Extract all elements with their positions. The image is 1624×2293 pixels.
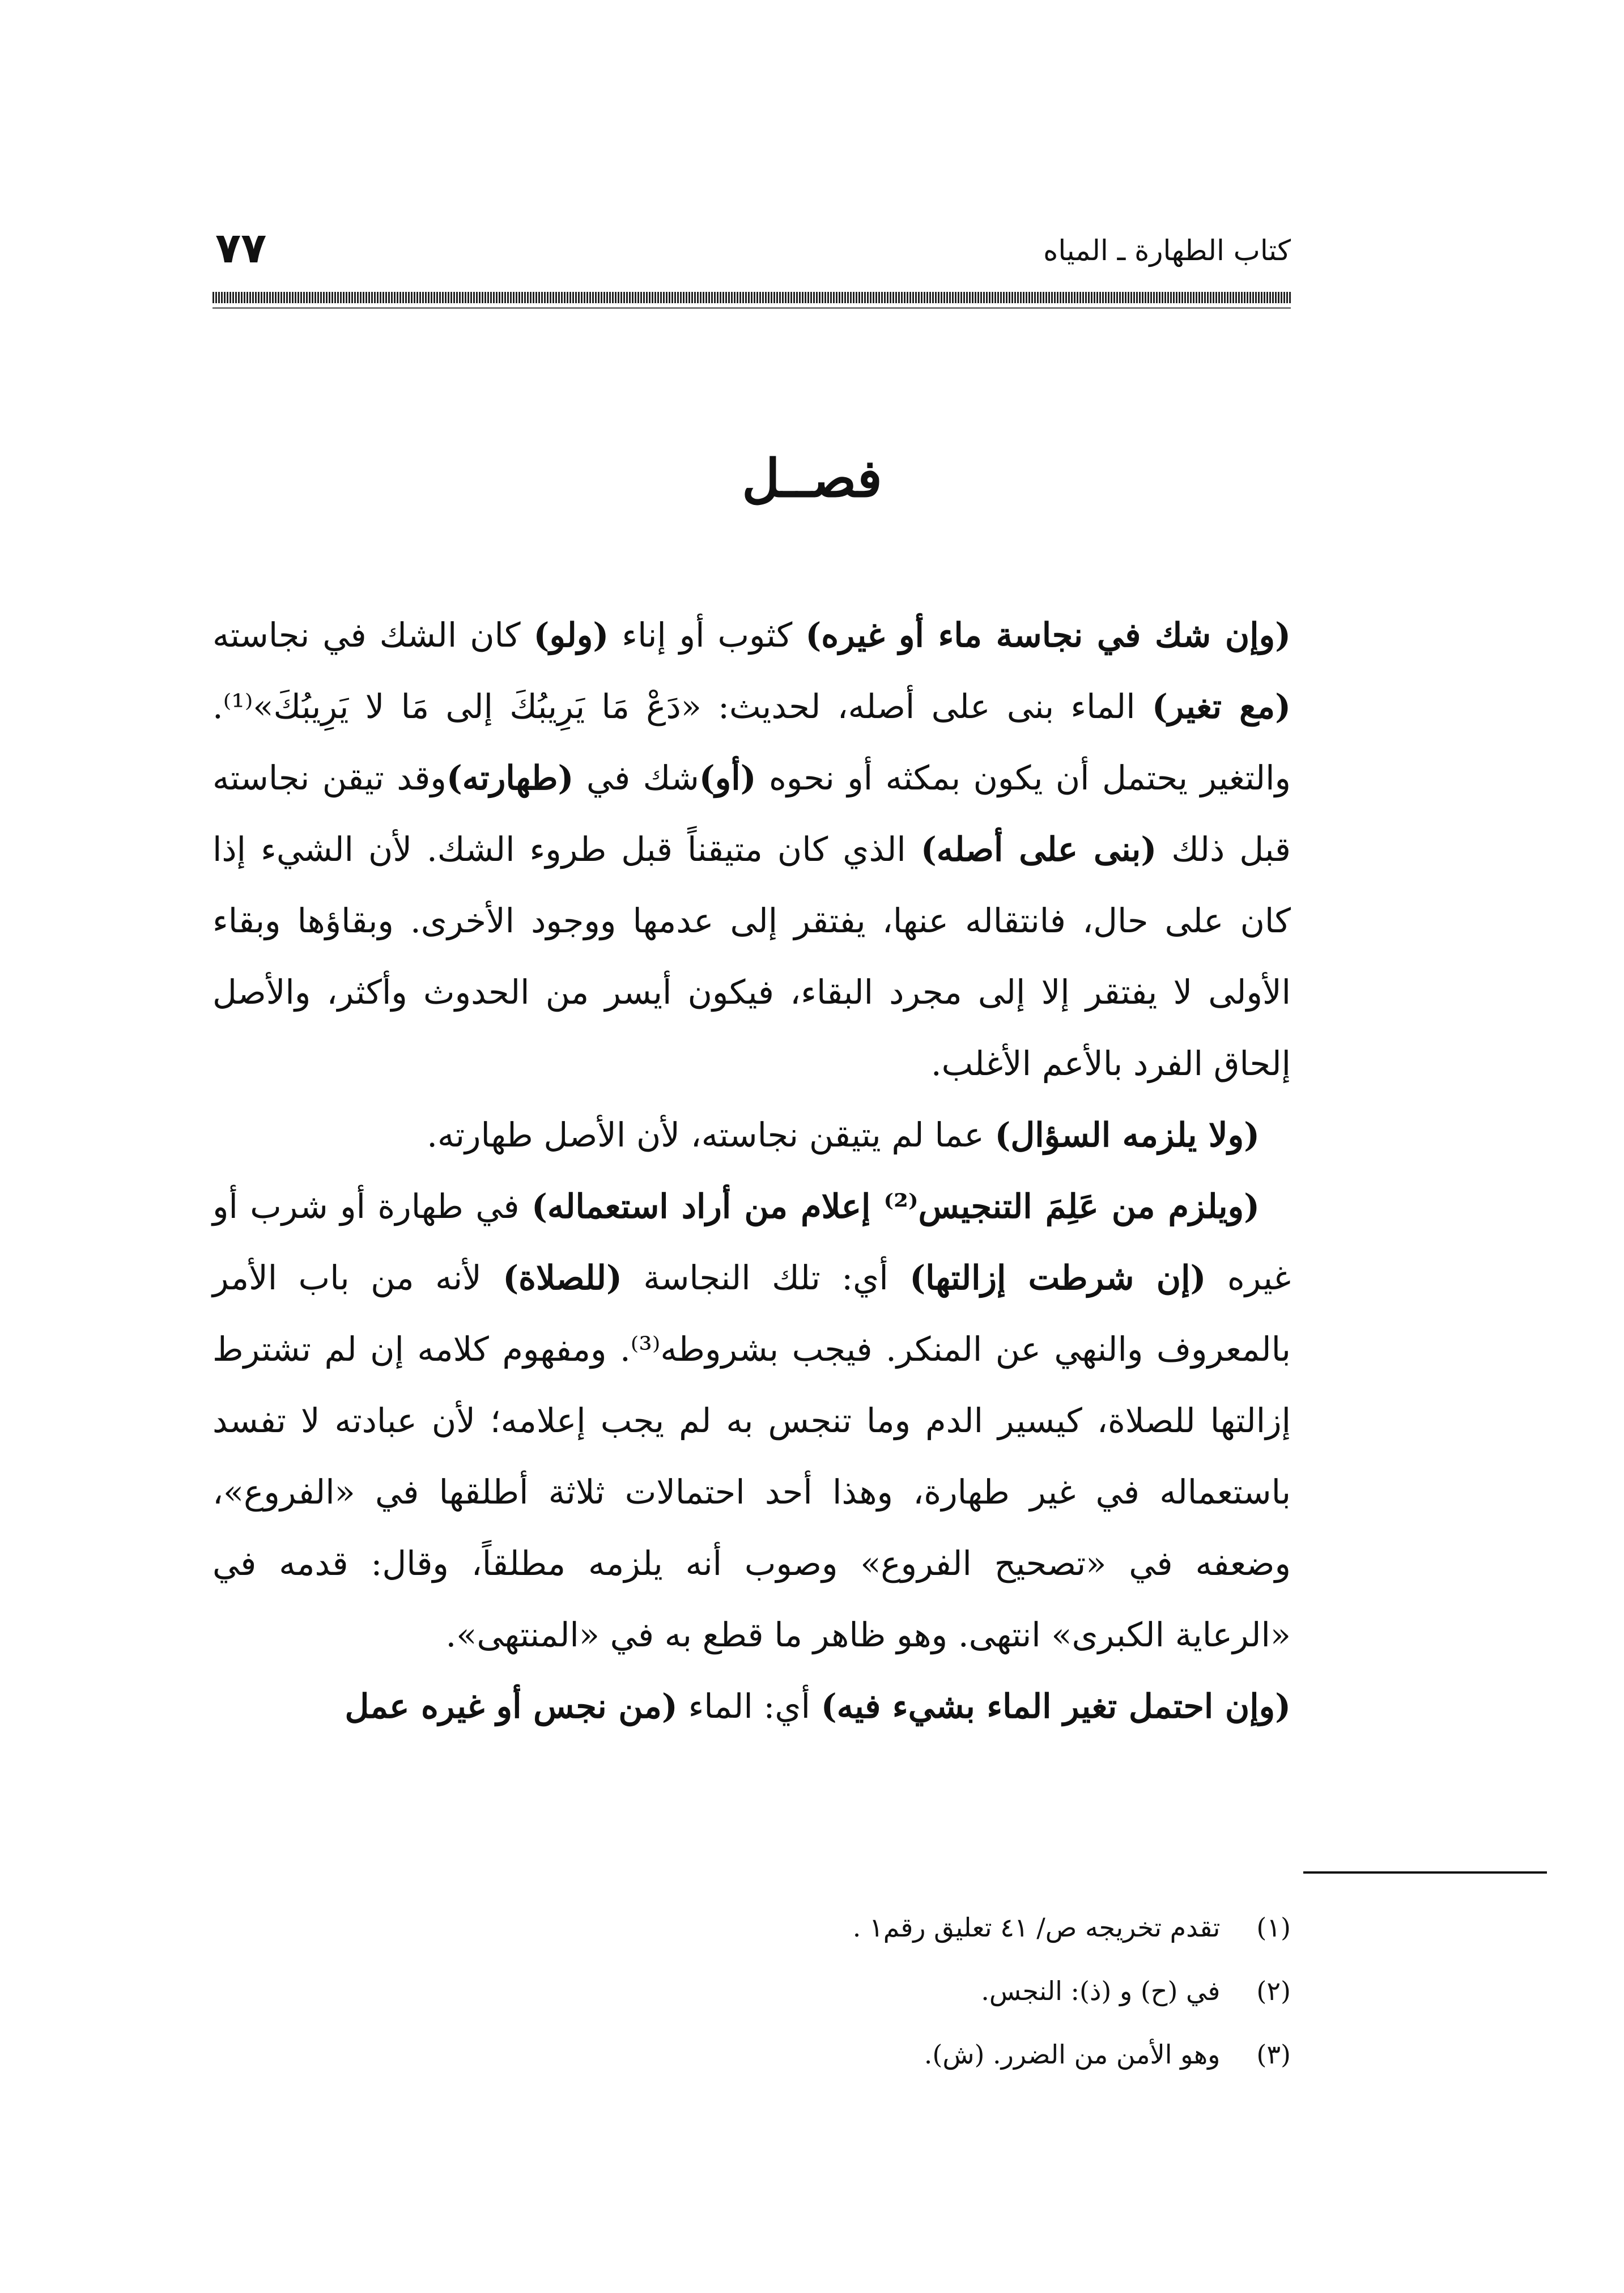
bold-matn-text: (وإن شك في نجاسة ماء أو غيره)	[805, 615, 1291, 655]
commentary-text: شك في	[573, 758, 699, 797]
footnote-number: (٢)	[1256, 1976, 1291, 2006]
footnote-number: (٣)	[1256, 2039, 1291, 2070]
bold-matn-text: (ولو)	[533, 615, 609, 655]
bold-matn-text: (طهارته)	[446, 758, 574, 797]
bold-matn-text: (إن شرطت إزالتها)	[909, 1258, 1206, 1297]
bold-matn-text: (ويلزم من عَلِمَ التنجيس⁽²⁾ إعلام من أراد استعماله)	[531, 1187, 1260, 1226]
header-rule	[212, 292, 1291, 303]
bold-matn-text: (وإن احتمل تغير الماء بشيء فيه)	[820, 1687, 1291, 1726]
footnote	[397, 1896, 1291, 1959]
commentary-text: الذي كان متيقناً قبل طروء الشك. لأن الشيء إذا كان على حال، فانتقاله عنها، يفتقر إلى عدمها ووجود الأخرى. وبقاؤها وبقاء الأولى لا يفتقر إلا إلى مجرد البقاء، فيكون أيسر من الحدوث وأكثر، والأصل إلحاق الفرد بالأعم الأغلب.	[212, 830, 1291, 1083]
bold-matn-text: (بنى على أصله)	[920, 830, 1157, 869]
body-text	[212, 600, 1291, 1742]
footnote-separator	[1303, 1871, 1547, 1874]
footnote-text: في (ح) و (ذ): النجس.	[981, 1976, 1221, 2006]
paragraph	[212, 1671, 1291, 1742]
footnote-number: (١)	[1256, 1912, 1291, 1943]
commentary-text: كان الشك في نجاسته	[212, 615, 534, 655]
commentary-text: الماء بنى على أصله، لحديث: «دَعْ مَا يَرِيبُكَ إلى مَا لا يَرِيبُكَ»⁽¹⁾. والتغير يحتمل أن يكون بمكثه أو نحوه	[212, 687, 1291, 797]
paragraph	[212, 1099, 1291, 1171]
paragraph	[212, 600, 1291, 1099]
section-title: فصــل	[742, 448, 882, 509]
commentary-text: وقد تيقن نجاسته قبل ذلك	[212, 758, 1291, 869]
page-number: ٧٧	[215, 224, 267, 273]
footnote-text: تقدم تخريجه ص/ ٤١ تعليق رقم١ .	[852, 1912, 1221, 1943]
commentary-text: أي: تلك النجاسة	[622, 1258, 910, 1297]
commentary-text: في طهارة أو شرب أو غيره	[212, 1187, 1291, 1297]
paragraph	[212, 1171, 1291, 1671]
bold-matn-text: (مع تغير)	[1151, 687, 1291, 726]
bold-matn-text: (من نجس أو غيره عمل	[345, 1687, 678, 1726]
footnote	[397, 2023, 1291, 2086]
commentary-text: لأنه من باب الأمر بالمعروف والنهي عن المنكر. فيجب بشروطه⁽³⁾. ومفهوم كلامه إن لم تشترط إزالتها للصلاة، كيسير الدم وما تنجس به لم يجب إعلامه؛ لأن عبادته لا تفسد باستعماله في غير طهارة، وهذا أحد احتمالات ثلاثة أطلقها في «الفروع»، وضعفه في «تصحيح الفروع» وصوب أنه يلزمه مطلقاً، وقال: قدمه في «الرعاية الكبرى» انتهى. وهو ظاهر ما قطع به في «المنتهى».	[212, 1258, 1291, 1654]
commentary-text: كثوب أو إناء	[609, 615, 806, 655]
footnote-text: وهو الأمن من الضرر. (ش).	[924, 2039, 1221, 2070]
commentary-text: أي: الماء	[677, 1687, 821, 1726]
footnote	[397, 1959, 1291, 2023]
bold-matn-text: (ولا يلزمه السؤال)	[994, 1115, 1260, 1154]
bold-matn-text: (للصلاة)	[503, 1258, 622, 1297]
book-title: كتاب الطهارة ـ المياه	[1043, 234, 1291, 267]
footnotes	[397, 1896, 1291, 2086]
commentary-text: عما لم يتيقن نجاسته، لأن الأصل طهارته.	[427, 1115, 995, 1154]
running-header	[215, 224, 1291, 286]
bold-matn-text: (أو)	[699, 758, 756, 797]
